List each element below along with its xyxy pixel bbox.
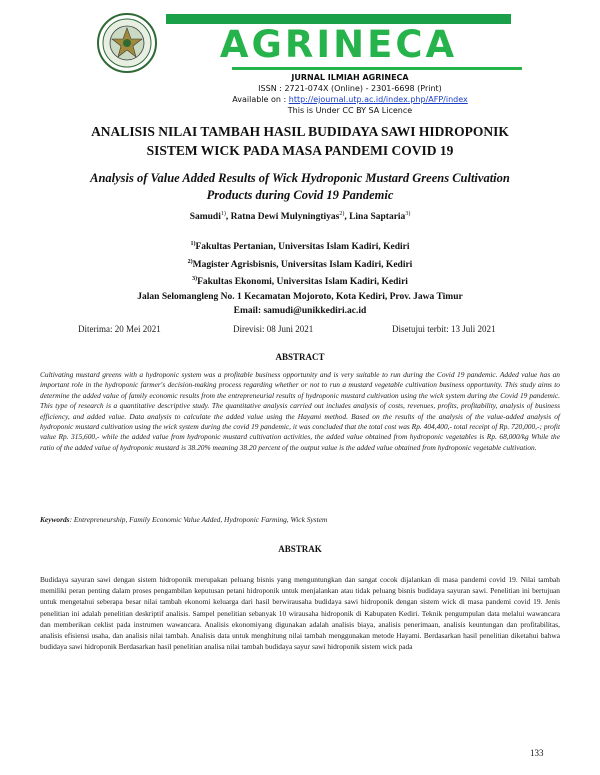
author-name: Lina Saptaria [349, 212, 406, 223]
english-title-line-1: Analysis of Value Added Results of Wick Hydroponic Mustard Greens Cultivation [90, 171, 510, 185]
journal-url-link[interactable]: http://ejournal.utp.ac.id/index.php/AFP/index [288, 95, 468, 104]
affiliations [40, 237, 560, 319]
issn: ISSN : 2721-074X (Online) - 2301-6698 (Print) [258, 84, 442, 93]
paper-title [40, 122, 560, 160]
title-line-2: SISTEM WICK PADA MASA PANDEMI COVID 19 [146, 143, 454, 158]
english-title [50, 170, 550, 204]
abstract-text: Cultivating mustard greens with a hydroponic system was a profitable business opportunity and is very suitable to run during the Covid 19 pandemic. Added value has an important role in the hydroponic farmer's decision-making process regarding whether or not to run a mustard vegetable cultivation business opportunity. This study aims to determine the added value of family economic results from the entrepreneurial results of hydroponic mustard cultivation using the wick system during the Covid 19 pandemic. This type of research is a quantitative descriptive study. The quantitative analysis carried out includes analysis of costs, revenues, profits, profitability, analysis of business efficiency, and added value. Data analysis to calculate the added value using the Hayami method. Based on the results of the analysis of the value-added analysis of hydroponic mustard cultivation using the wick system during the covid 19 pandemic, it was concluded that the total cost was Rp. 404,400,- total receipt of Rp. 720,000,-; profit value Rp. 315,600,- while the added value from hydroponic mustard cultivation activities, the added value obtained from hydroponic vegetables is Rp. 68,000/kg While the ratio of the added value of hydroponic mustard is 38.20% meaning 38.20 percent of the output value is the added value obtained from hydroponic vegetable cultivation. [40, 370, 560, 452]
revised-date: Direvisi: 08 Juni 2021 [233, 324, 314, 334]
affiliation-sup: 1) [190, 241, 196, 247]
abstract-heading: ABSTRACT [275, 352, 325, 362]
abstrak-heading: ABSTRAK [278, 544, 322, 554]
accepted-date: Disetujui terbit: 13 Juli 2021 [392, 324, 496, 334]
journal-meta [150, 72, 550, 116]
address: Jalan Selomangleng No. 1 Kecamatan Mojoroto, Kota Kediri, Prov. Jawa Timur [137, 291, 463, 302]
english-title-line-2: Products during Covid 19 Pandemic [206, 188, 394, 202]
received-date: Diterima: 20 Mei 2021 [78, 324, 161, 334]
author-name: Samudi [189, 212, 221, 223]
abstrak-text: Budidaya sayuran sawi dengan sistem hidroponik merupakan peluang bisnis yang menguntungkan dan sangat cocok dijalankan di masa pandemi covid 19. Nilai tambah memiliki peran penting dalam proses pengambilan keputusan petani hidroponik untuk menjalankan atau tidak peluang bisnis budidaya sayuran sawi. Penelitian ini bertujuan untuk mengetahui seberapa besar nilai tambah ekonomi keluarga dari hasil berwirausaha budidaya sawi hidroponik dengan sistem wick di masa pandemi covid 19. Jenis penelitian ini adalah penelitian deskriptif analisis. Sampel penelitian sebanyak 10 wirausaha hidroponik di Kabupaten Kediri. Teknik pengumpulan data melalui wawancara dan memberikan ceklist pada instrumen wawancara. Analisis ekonomiyang digunakan adalah analisis biaya, analisis penerimaan, analisis keuntungan dan profitabilitas, analisis efisiensi usaha, dan analisis nilai tambah. Analisis data untuk menghitung nilai tambah menggunakan metode Hayami. Berdasarkan hasil penelitian diketahui bahwa budidaya sawi hidroponik Berdasarkan hasil penelitian analisa nilai tambah budidaya sayur sawi hidroponik sistem wick pada [40, 575, 560, 652]
affiliation-sup: 2) [187, 258, 193, 265]
affiliation-line [40, 237, 560, 255]
availability [150, 94, 550, 105]
journal-banner [166, 14, 511, 72]
affiliation-text: Fakultas Ekonomi, Universitas Islam Kadiri, Kediri [197, 277, 408, 288]
author-sup: 3) [405, 211, 411, 217]
author-sup: 1) [220, 211, 226, 217]
journal-brand: AGRINECA [219, 23, 458, 66]
author-name: Ratna Dewi Mulyningtiyas [230, 212, 340, 223]
page-number: 133 [530, 748, 544, 758]
affiliation-text: Magister Agrisbisnis, Universitas Islam Kadiri, Kediri [192, 259, 413, 270]
affiliation-line [40, 272, 560, 290]
available-prefix: Available on : [232, 95, 287, 104]
keywords-list: : Entrepreneurship, Family Economic Value Added, Hydroponic Farming, Wick System [69, 515, 328, 524]
keywords [40, 515, 560, 524]
banner-underline [232, 67, 522, 70]
university-seal-icon [96, 12, 158, 74]
affiliation-sup: 3) [192, 276, 198, 283]
affiliation-text: Fakultas Pertanian, Universitas Islam Kadiri, Kediri [195, 242, 410, 253]
affiliation-line [40, 255, 560, 273]
author-list: Samudi$^{1)}$, Ratna Dewi Mulyningtiyas$^{2)}$, Lina Saptaria$^{3)}$ [189, 211, 411, 223]
email: Email: samudi@unikkediri.ac.id [233, 306, 367, 317]
keywords-label: Keywords [40, 515, 70, 524]
license: This is Under CC BY SA Licence [287, 106, 413, 115]
title-line-1: ANALISIS NILAI TAMBAH HASIL BUDIDAYA SAWI HIDROPONIK [91, 124, 509, 139]
author-sup: 2) [339, 211, 345, 217]
journal-name: JURNAL ILMIAH AGRINECA [291, 73, 409, 82]
